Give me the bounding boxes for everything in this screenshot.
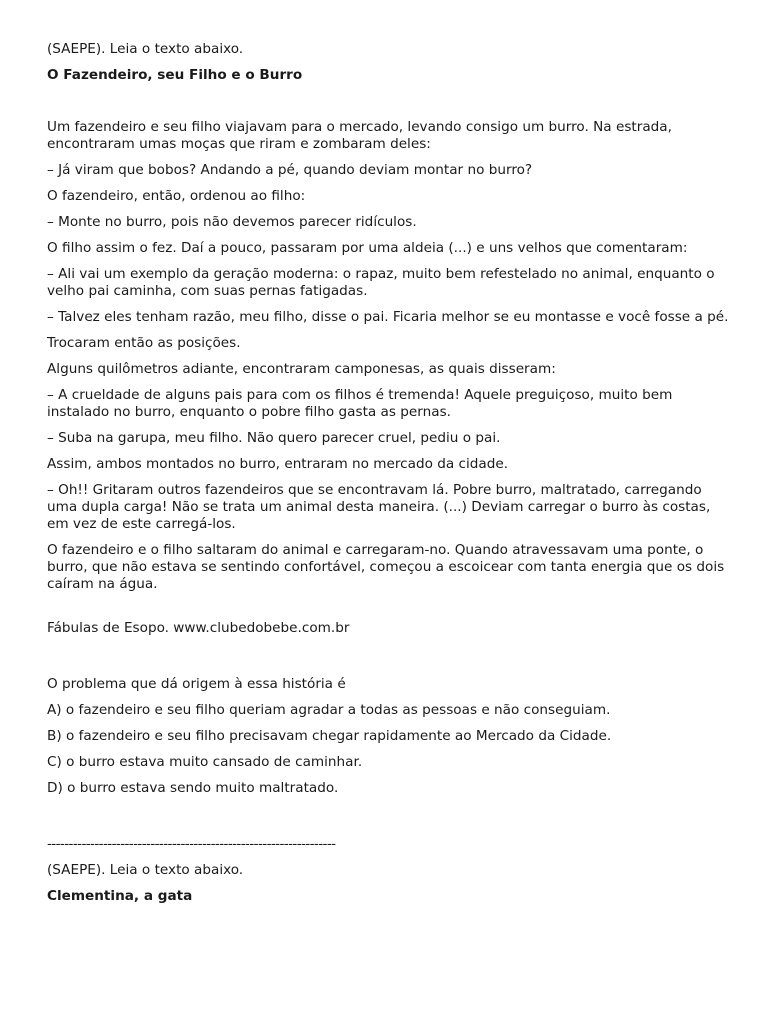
story-paragraph: O fazendeiro e o filho saltaram do animal e carregaram-no. Quando atravessavam uma ponte, o burro, que não estava se sentindo confortável, começou a escoicear com tanta energia que os dois caíram na água. [47,542,725,592]
story-paragraph: – A crueldade de alguns pais para com os filhos é tremenda! Aquele preguiçoso, muito bem instalado no burro, enquanto o pobre filho gasta as pernas. [47,387,673,420]
intro-line-2: (SAEPE). Leia o texto abaixo. [47,862,244,878]
story-paragraph: Assim, ambos montados no burro, entraram no mercado da cidade. [47,456,509,472]
intro-line: (SAEPE). Leia o texto abaixo. [47,41,244,57]
story-paragraph: O filho assim o fez. Daí a pouco, passaram por uma aldeia (...) e uns velhos que comentaram: [47,240,688,256]
story-paragraph: – Talvez eles tenham razão, meu filho, disse o pai. Ficaria melhor se eu montasse e você fosse a pé. [47,309,729,325]
separator-line: ------------------------------------------------------------------- [47,836,336,852]
story-paragraph: O fazendeiro, então, ordenou ao filho: [47,188,306,204]
story-paragraph: – Já viram que bobos? Andando a pé, quando deviam montar no burro? [47,162,533,178]
story-title: O Fazendeiro, seu Filho e o Burro [47,67,303,83]
question-text: O problema que dá origem à essa história é [47,676,346,692]
story-paragraph: Alguns quilômetros adiante, encontraram camponesas, as quais disseram: [47,361,556,377]
story-body [47,119,731,593]
option-a: A) o fazendeiro e seu filho queriam agradar a todas as pessoas e não conseguiam. [47,702,611,718]
story-paragraph: – Suba na garupa, meu filho. Não quero parecer cruel, pediu o pai. [47,430,501,446]
spacer [47,93,731,119]
story-paragraph: Um fazendeiro e seu filho viajavam para o mercado, levando consigo um burro. Na estrada, encontraram umas moças que riram e zombaram deles: [47,119,672,152]
story-title-2: Clementina, a gata [47,888,193,904]
story-paragraph: – Oh!! Gritaram outros fazendeiros que se encontravam lá. Pobre burro, maltratado, carregando uma dupla carga! Não se trata um animal desta maneira. (...) Deviam carregar o burro às costas, em vez de este carregá-los. [47,482,711,532]
spacer [47,646,731,676]
spacer [47,806,731,836]
story-paragraph: – Ali vai um exemplo da geração moderna: o rapaz, muito bem refestelado no animal, enquanto o velho pai caminha, com suas pernas fatigadas. [47,266,715,299]
spacer [47,602,731,620]
document-page [47,41,731,914]
story-paragraph: – Monte no burro, pois não devemos parecer ridículos. [47,214,417,230]
source-citation: Fábulas de Esopo. www.clubedobebe.com.br [47,620,350,636]
option-d: D) o burro estava sendo muito maltratado. [47,780,339,796]
story-paragraph: Trocaram então as posições. [47,335,241,351]
option-c: C) o burro estava muito cansado de caminhar. [47,754,363,770]
option-b: B) o fazendeiro e seu filho precisavam chegar rapidamente ao Mercado da Cidade. [47,728,612,744]
